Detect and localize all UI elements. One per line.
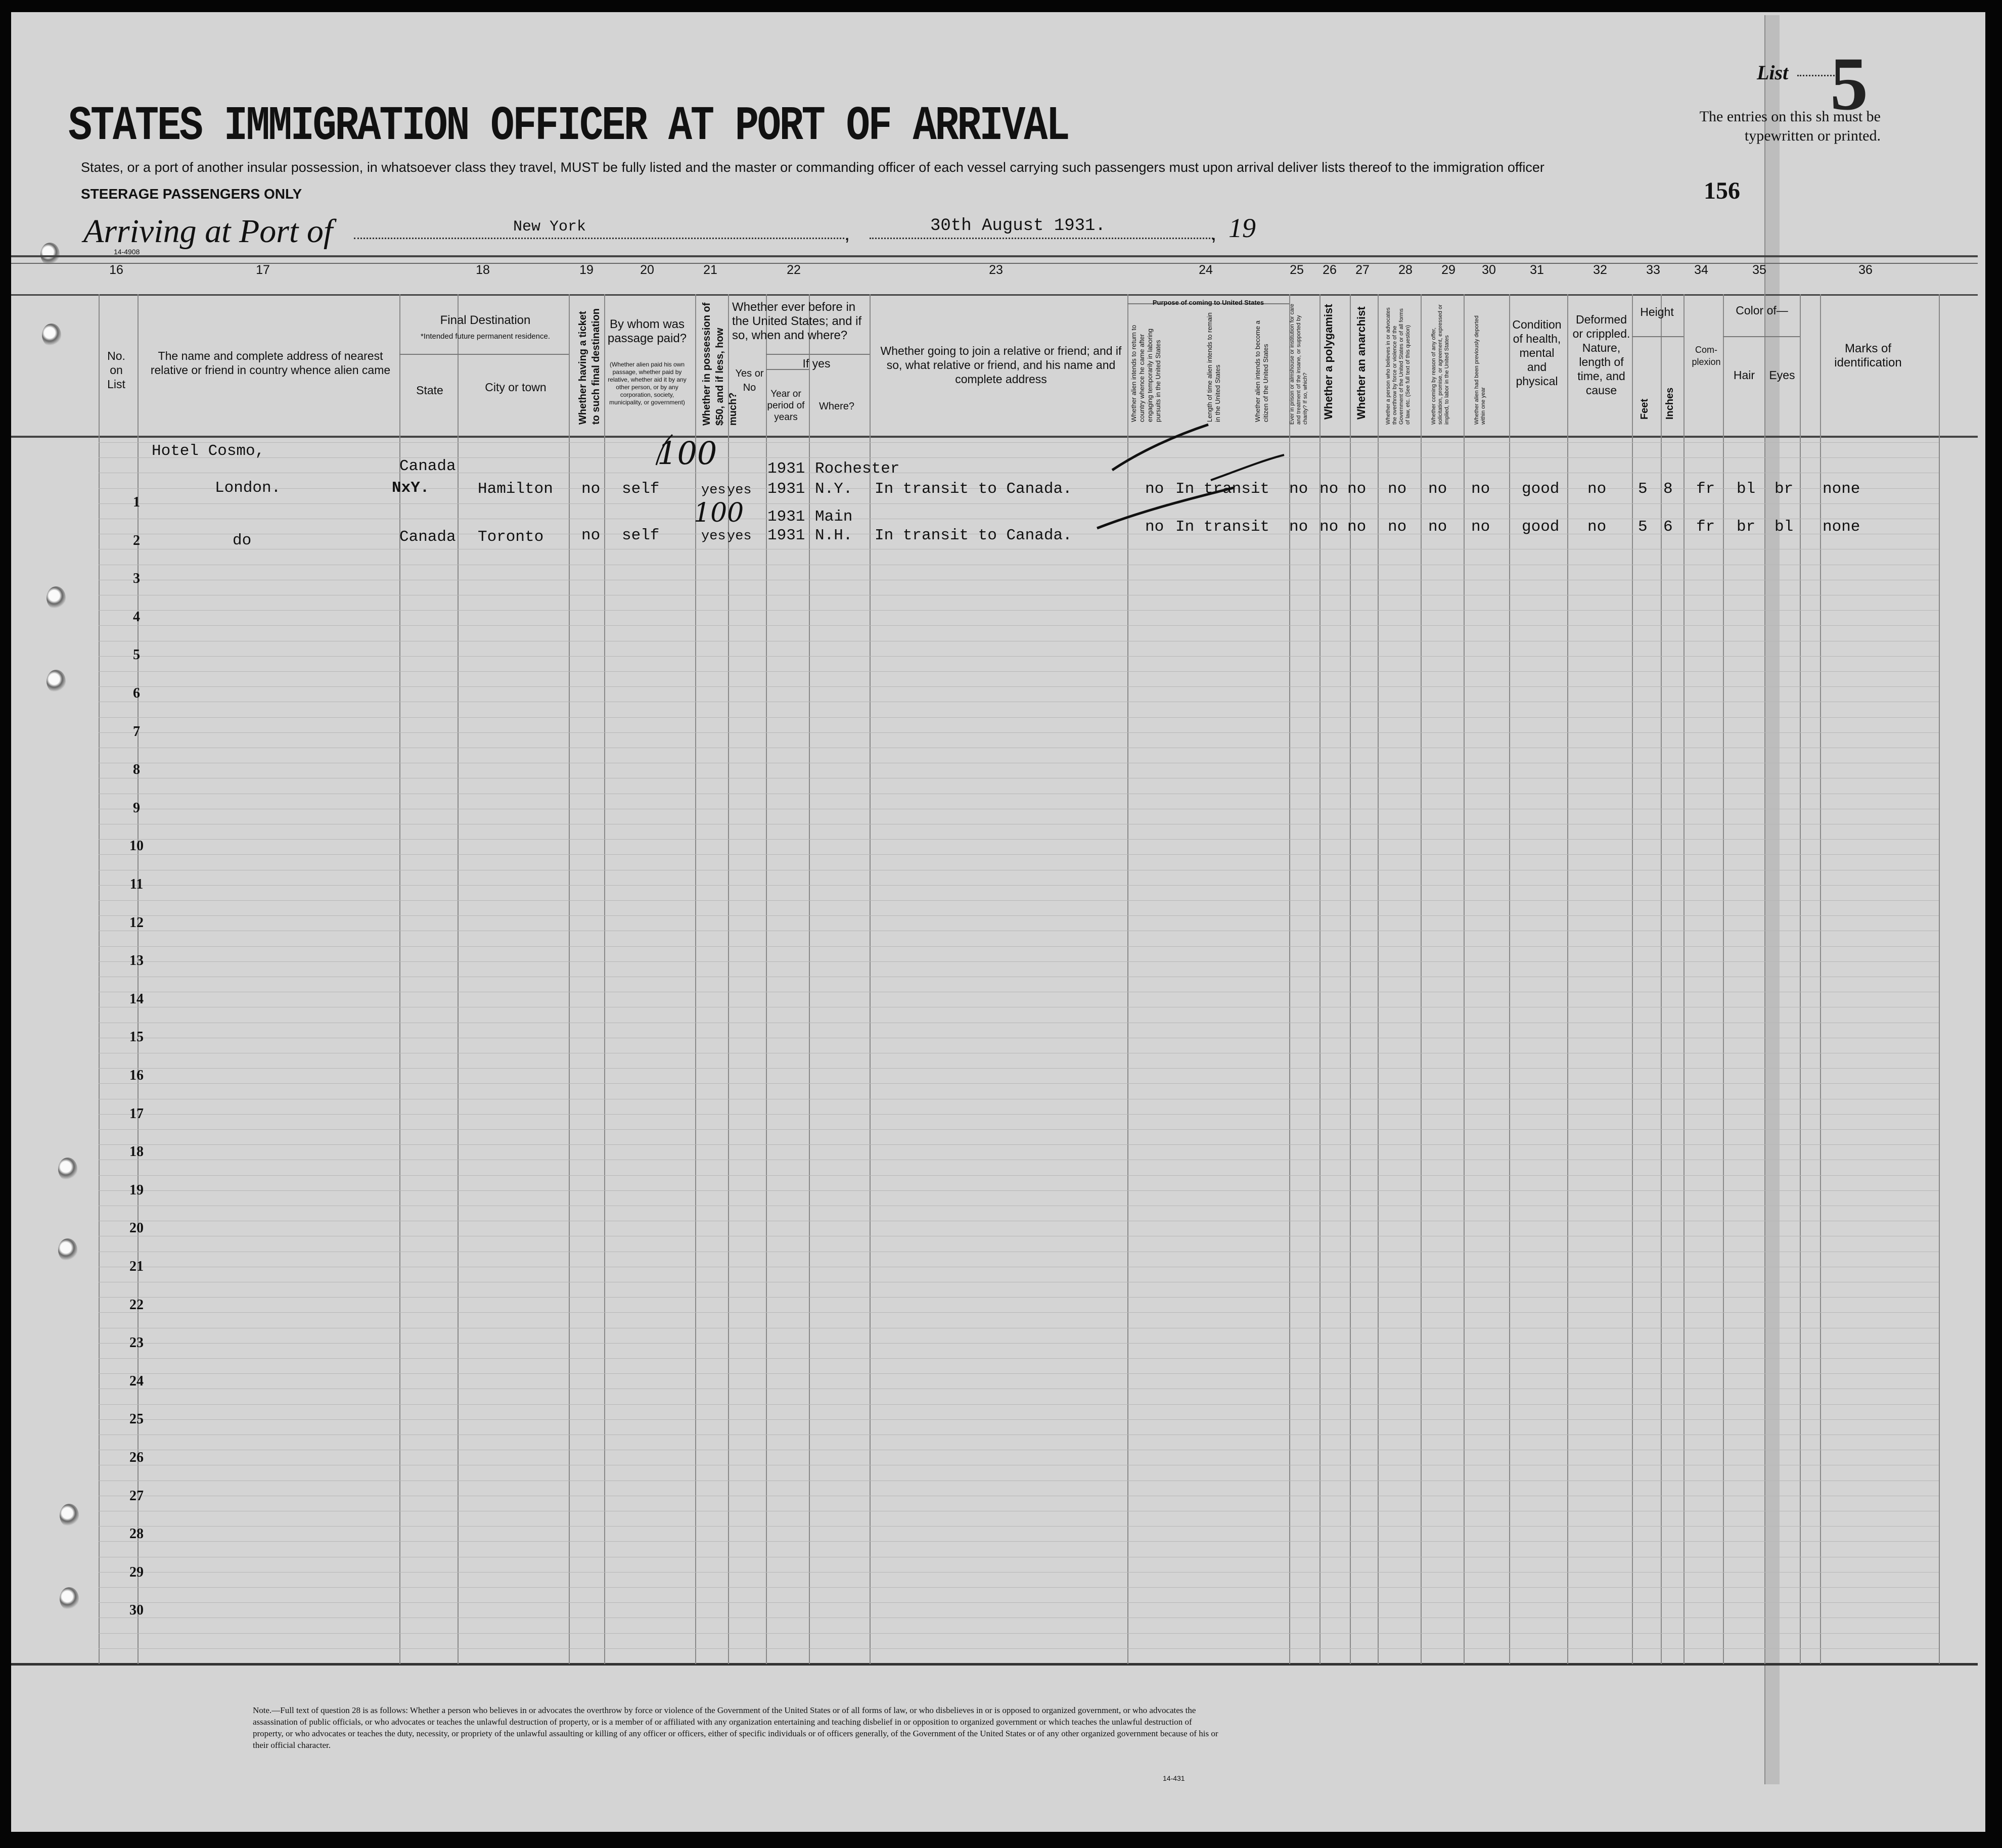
col-number: 20 xyxy=(640,263,654,277)
row1-city: Hamilton xyxy=(478,480,553,498)
col-number: 26 xyxy=(1323,263,1337,277)
row1-possession-handwritten: 100 xyxy=(657,435,717,472)
header-ticket: Whether having a ticket to such final destination xyxy=(577,308,602,425)
row2-deformed: no xyxy=(1587,518,1607,536)
header-relative: The name and complete address of nearest relative or friend in country whence alien came xyxy=(150,349,391,377)
row1-relative-line1: Hotel Cosmo, xyxy=(152,442,265,460)
header-color-of: Color of— xyxy=(1736,304,1788,317)
col-number: 33 xyxy=(1646,263,1660,277)
header-where: Where? xyxy=(818,401,855,412)
row-number: 15 xyxy=(129,1029,144,1045)
row2-eyes: bl xyxy=(1774,518,1794,536)
col-number: 34 xyxy=(1694,263,1708,277)
row-number: 11 xyxy=(129,876,144,892)
arriving-label: Arriving at Port of xyxy=(83,213,333,250)
row-number: 10 xyxy=(129,838,144,854)
row2-hair: br xyxy=(1737,518,1756,536)
row2-q28: no xyxy=(1388,518,1407,536)
row1-prison: no xyxy=(1289,480,1308,498)
row-number: 23 xyxy=(129,1335,144,1351)
header-purpose-c: Whether alien intends to become a citizen of the United States xyxy=(1254,320,1269,422)
row1-where2: N.Y. xyxy=(815,480,853,498)
row1-state-line1: Canada xyxy=(399,457,456,475)
row-number: 13 xyxy=(129,953,144,969)
row2-prison: no xyxy=(1289,518,1308,536)
row1-q28: no xyxy=(1388,480,1407,498)
row2-where2: N.H. xyxy=(815,527,853,544)
row-number: 22 xyxy=(129,1297,144,1313)
row-number: 17 xyxy=(129,1105,144,1122)
header-feet: Feet xyxy=(1639,398,1650,420)
row1-year2: 1931 xyxy=(767,480,805,498)
form-title: STATES IMMIGRATION OFFICER AT PORT OF ARRIVAL xyxy=(68,99,1069,154)
header-complexion: Com- plexion xyxy=(1692,345,1721,367)
row2-year1: 1931 xyxy=(767,508,805,526)
col-number: 29 xyxy=(1441,263,1455,277)
header-prison: Ever in prison or almshouse or institution for care and treatment of the insane, or supported by charity? If so, which? xyxy=(1289,303,1308,425)
row-number: 27 xyxy=(129,1488,144,1504)
row2-q29: no xyxy=(1428,518,1447,536)
row1-paid: self xyxy=(622,480,660,498)
col-number: 19 xyxy=(579,263,594,277)
row-number: 14 xyxy=(129,991,144,1007)
header-marks: Marks of identification xyxy=(1834,342,1902,369)
row-number: 6 xyxy=(133,685,140,701)
row2-city: Toronto xyxy=(478,528,544,546)
header-by-whom-note: (Whether alien paid his own passage, whether paid by relative, whether aid it by any other person, or by any corporation, society, municipality, or government) xyxy=(608,361,687,406)
col-number: 30 xyxy=(1482,263,1496,277)
row1-joining: In transit to Canada. xyxy=(875,480,1072,498)
entries-note: The entries on this sh must be typewritten or printed. xyxy=(1699,108,1881,144)
row1-purpose-b: In transit xyxy=(1175,480,1270,498)
row2-relative-line1: do xyxy=(233,532,252,549)
header-state: State xyxy=(416,384,443,397)
intro-line: States, or a port of another insular possession, in whatsoever class they travel, MUST be fully listed and the master or commanding officer of each vessel carrying such passengers must upon arrival deliver lists thereof to the immigration officer xyxy=(81,160,1544,175)
col-number: 31 xyxy=(1530,263,1544,277)
header-anarchist: Whether an anarchist xyxy=(1355,306,1368,420)
footnote-q28: Note.—Full text of question 28 is as follows: Whether a person who believes in or advocates the overthrow by force or violence of the Government of the United States or of all forms of law, or who disbelieves in or is opposed to organized government, or who advocates the assassination of public officials, or who advocates or teaches the unlawful destruction of property, or is a member of or affiliated with any organization entertaining and teaching disbelief in or opposition to organized government or which teaches the unlawful destruction of property, or who advocates or teaches the duty, necessity, or propriety of the unlawful assaulting or killing of any officer or officers, either of specific individuals or of officers generally, of the Government of the United States or of any other organized government because of his or their official character. xyxy=(253,1705,1218,1750)
col-number: 28 xyxy=(1398,263,1413,277)
col-number: 27 xyxy=(1355,263,1370,277)
header-q29: Whether coming by reason of any offer, solicitation, promise, or agreement, expressed or implied, to labor in the United States xyxy=(1431,304,1450,425)
col-number: 21 xyxy=(703,263,717,277)
row1-state-line2: NxY. xyxy=(392,479,430,497)
row1-year1: 1931 xyxy=(767,460,805,478)
row-number: 20 xyxy=(129,1220,144,1236)
row2-anarchist: no xyxy=(1347,518,1367,536)
header-condition: Condition of health, mental and physical xyxy=(1512,318,1562,388)
row1-possession: yes xyxy=(701,483,726,498)
row-number: 3 xyxy=(133,571,140,587)
col-number: 17 xyxy=(256,263,270,277)
row1-feet: 5 xyxy=(1638,480,1648,498)
row-number: 30 xyxy=(129,1602,144,1619)
row1-ever-before: yes xyxy=(727,483,752,498)
header-final-destination: Final Destination xyxy=(440,313,531,327)
header-purpose-a: Whether alien intends to return to country whence he came after engaging temporarily in laboring pursuits in the United States xyxy=(1130,325,1162,422)
row2-state-line1: Canada xyxy=(399,528,456,546)
header-inches: Inches xyxy=(1664,387,1675,420)
header-possession: Whether in possession of $50, and if less, how much? xyxy=(701,302,739,426)
header-if-yes: If yes xyxy=(802,357,831,370)
col-number: 22 xyxy=(787,263,801,277)
header-q28: Whether a person who believes in or advocates the overthrow by force or violence of the Government of the United States or of all forms of law, etc. (See full text of this question) xyxy=(1385,307,1411,425)
row1-q29: no xyxy=(1428,480,1447,498)
port-value: New York xyxy=(513,218,586,236)
row2-marks: none xyxy=(1823,518,1860,536)
row-number: 9 xyxy=(133,800,140,816)
row-number: 8 xyxy=(133,762,140,778)
header-hair: Hair xyxy=(1733,368,1755,382)
header-intended: *Intended future permanent residence. xyxy=(420,332,550,341)
row1-relative-line2: London. xyxy=(215,479,281,497)
page-number: 156 xyxy=(1704,177,1740,204)
row1-marks: none xyxy=(1823,480,1860,498)
row-number: 25 xyxy=(129,1411,144,1427)
row-number: 12 xyxy=(129,914,144,931)
col-number: 16 xyxy=(109,263,123,277)
header-city: City or town xyxy=(485,381,547,394)
row-number: 29 xyxy=(129,1564,144,1580)
row-number: 24 xyxy=(129,1373,144,1389)
row2-paid: self xyxy=(622,527,660,544)
row1-deformed: no xyxy=(1587,480,1607,498)
row2-feet: 5 xyxy=(1638,518,1648,536)
row2-purpose-a: no xyxy=(1145,518,1164,536)
row2-purpose-b: In transit xyxy=(1175,518,1270,536)
row1-where1: Rochester xyxy=(815,460,900,478)
row2-year2: 1931 xyxy=(767,527,805,544)
row1-purpose-a: no xyxy=(1145,480,1164,498)
row1-inches: 8 xyxy=(1663,480,1673,498)
header-height: Height xyxy=(1640,305,1674,318)
row1-eyes: br xyxy=(1774,480,1794,498)
header-purpose-b: Length of time alien intends to remain in the United States xyxy=(1206,312,1221,422)
row1-ticket: no xyxy=(581,480,601,498)
row2-complexion: fr xyxy=(1696,518,1715,536)
steerage-label: STEERAGE PASSENGERS ONLY xyxy=(81,186,302,202)
col-number: 35 xyxy=(1752,263,1766,277)
row2-possession: yes xyxy=(701,529,726,544)
list-label: List xyxy=(1757,61,1789,84)
header-purpose: Purpose of coming to United States xyxy=(1152,299,1264,306)
header-yes-no: Yes or No xyxy=(735,368,764,393)
row2-q30: no xyxy=(1471,518,1490,536)
row1-polygamist: no xyxy=(1320,480,1339,498)
row2-where1: Main xyxy=(815,508,853,526)
row1-hair: bl xyxy=(1737,480,1756,498)
row-number: 2 xyxy=(133,532,140,548)
header-by-whom: By whom was passage paid? xyxy=(607,317,687,345)
row1-condition: good xyxy=(1522,480,1560,498)
row-number: 4 xyxy=(133,609,140,625)
row-number: 7 xyxy=(133,723,140,740)
year-prefix: 19 xyxy=(1228,213,1256,243)
row1-complexion: fr xyxy=(1696,480,1715,498)
col-number: 36 xyxy=(1858,263,1873,277)
row-number: 19 xyxy=(129,1182,144,1198)
col-number: 23 xyxy=(989,263,1003,277)
header-eyes: Eyes xyxy=(1769,368,1795,382)
row-number: 1 xyxy=(133,494,140,510)
form-code: 14-4908 xyxy=(114,248,140,256)
row2-possession-handwritten: 100 xyxy=(694,498,744,528)
col-number: 18 xyxy=(476,263,490,277)
header-year-period: Year or period of years xyxy=(767,389,805,423)
row2-ticket: no xyxy=(581,527,601,544)
row-number: 5 xyxy=(133,647,140,663)
row-number: 21 xyxy=(129,1259,144,1274)
list-number: 5 xyxy=(1830,42,1868,126)
col-number: 24 xyxy=(1199,263,1213,277)
date-value: 30th August 1931. xyxy=(930,216,1106,236)
header-ever-before: Whether ever before in the United States; and if so, when and where? xyxy=(732,300,862,342)
row1-anarchist: no xyxy=(1347,480,1367,498)
row2-ever-before: yes xyxy=(727,529,752,544)
row1-q30: no xyxy=(1471,480,1490,498)
header-q30: Whether alien had been previously deported within one year xyxy=(1474,315,1486,425)
row2-joining: In transit to Canada. xyxy=(875,527,1072,544)
row2-inches: 6 xyxy=(1663,518,1673,536)
col-number: 32 xyxy=(1593,263,1607,277)
header-no-on-list: No. on List xyxy=(107,349,125,391)
note-code: 14-431 xyxy=(1163,1774,1185,1782)
row-number: 26 xyxy=(129,1450,144,1465)
header-deformed: Deformed or crippled. Nature, length of time, and cause xyxy=(1572,313,1630,397)
row2-condition: good xyxy=(1522,518,1560,536)
col-number: 25 xyxy=(1290,263,1304,277)
row-number: 28 xyxy=(129,1526,144,1542)
row2-polygamist: no xyxy=(1320,518,1339,536)
header-joining: Whether going to join a relative or friend; and if so, what relative or friend, and his name and complete address xyxy=(880,344,1122,386)
row-number: 16 xyxy=(129,1068,144,1083)
header-polygamist: Whether a polygamist xyxy=(1322,304,1335,420)
row-number: 18 xyxy=(129,1144,144,1160)
